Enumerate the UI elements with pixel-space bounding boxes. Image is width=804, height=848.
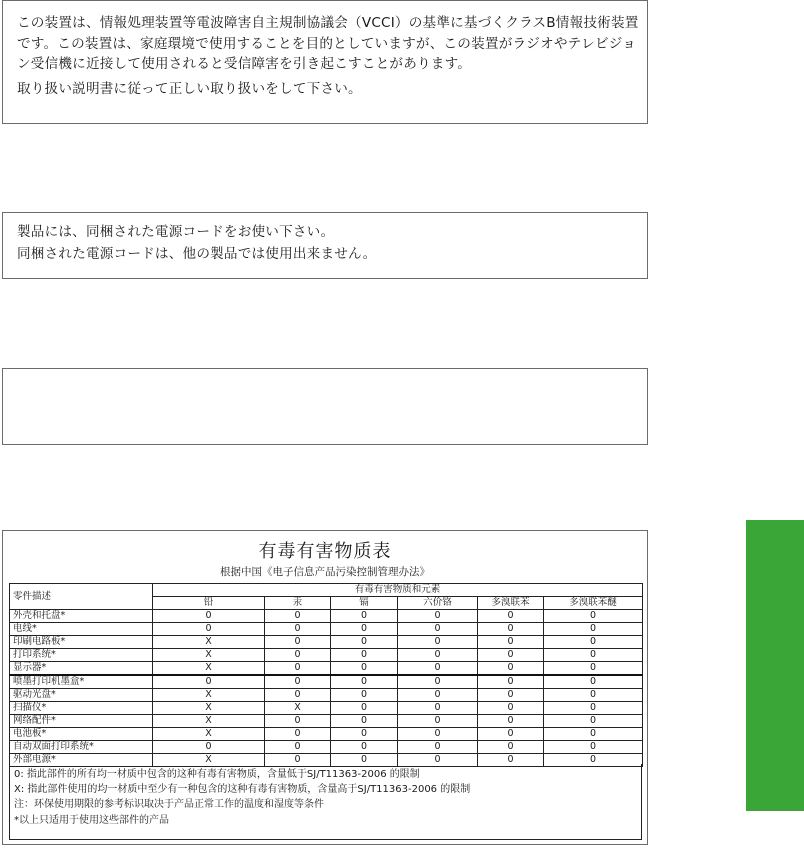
table-row	[10, 610, 643, 623]
note-line: 注：环保使用期限的参考标识取决于产品正常工作的温度和湿度等条件	[14, 799, 324, 811]
hazard-notes	[9, 764, 642, 840]
power-cord-notice-box	[2, 212, 648, 279]
table-row	[10, 636, 643, 649]
substance-value-cell: 0	[544, 610, 643, 623]
substance-value-cell: 0	[544, 715, 643, 728]
substance-value-cell: 0	[478, 675, 544, 689]
substance-value-cell: 0	[478, 689, 544, 702]
substance-value-cell: 0	[544, 754, 643, 767]
substance-header: 镉	[331, 597, 398, 610]
substance-value-cell: 0	[331, 623, 398, 636]
hazard-table-body	[10, 610, 643, 767]
table-row	[10, 715, 643, 728]
substance-value-cell: X	[153, 649, 265, 662]
part-name-cell: 网络配件*	[10, 715, 153, 728]
table-row	[10, 649, 643, 662]
substance-value-cell: 0	[331, 702, 398, 715]
substance-value-cell: 0	[478, 741, 544, 754]
part-name-cell: 驱动光盘*	[10, 689, 153, 702]
substance-value-cell: 0	[265, 623, 331, 636]
substance-value-cell: 0	[153, 675, 265, 689]
substance-value-cell: 0	[478, 728, 544, 741]
hazard-table-title: 有毒有害物质表	[258, 541, 392, 562]
table-row	[10, 689, 643, 702]
substance-value-cell: 0	[331, 610, 398, 623]
substance-value-cell: 0	[265, 649, 331, 662]
substance-value-cell: 0	[398, 754, 478, 767]
substance-value-cell: 0	[153, 610, 265, 623]
substance-value-cell: 0	[265, 689, 331, 702]
vcci-paragraph-2: 取り扱い説明書に従って正しい取り扱いをして下さい。	[17, 80, 362, 97]
substance-value-cell: 0	[331, 649, 398, 662]
substance-value-cell: 0	[398, 715, 478, 728]
substance-value-cell: 0	[544, 649, 643, 662]
substance-value-cell: 0	[398, 728, 478, 741]
note-line: 0: 指此部件的所有均一材质中包含的这种有毒有害物质，含量低于SJ/T11363-2006 的限制	[14, 769, 420, 780]
substance-value-cell: 0	[331, 662, 398, 676]
substance-value-cell: 0	[265, 636, 331, 649]
substance-value-cell: 0	[398, 636, 478, 649]
substance-value-cell: 0	[544, 623, 643, 636]
substance-header: 汞	[265, 597, 331, 610]
substance-value-cell: X	[153, 689, 265, 702]
substance-value-cell: X	[153, 662, 265, 676]
substance-value-cell: 0	[265, 715, 331, 728]
substance-value-cell: 0	[478, 715, 544, 728]
substance-value-cell: 0	[398, 662, 478, 676]
substance-value-cell: X	[153, 636, 265, 649]
substance-value-cell: 0	[544, 636, 643, 649]
vcci-paragraph-1: この装置は、情報処理装置等電波障害自主規制協議会（VCCI）の基準に基づくクラスB情報技術装置です。この装置は、家庭環境で使用することを目的としていますが、この装置がラジオやテレビジョン受信機に近接して使用されると受信障害を引き起こすことがあります。	[17, 15, 639, 72]
substance-value-cell: X	[153, 728, 265, 741]
substance-value-cell: 0	[544, 728, 643, 741]
substance-value-cell: 0	[398, 623, 478, 636]
substance-value-cell: X	[265, 702, 331, 715]
substance-value-cell: 0	[265, 662, 331, 676]
substance-value-cell: 0	[153, 623, 265, 636]
substance-value-cell: 0	[153, 741, 265, 754]
chapter-side-tab	[746, 520, 804, 811]
note-line: X: 指此部件使用的均一材质中至少有一种包含的这种有毒有害物质，含量高于SJ/T11363-2006 的限制	[14, 784, 471, 796]
hazard-table-subtitle: 根据中国《电子信息产品污染控制管理办法》	[220, 566, 430, 578]
substance-value-cell: 0	[331, 675, 398, 689]
substance-value-cell: 0	[331, 636, 398, 649]
substance-value-cell: 0	[398, 741, 478, 754]
part-name-cell: 喷墨打印机墨盒*	[10, 675, 153, 689]
substance-value-cell: 0	[478, 662, 544, 676]
table-row	[10, 728, 643, 741]
substance-value-cell: 0	[265, 728, 331, 741]
power-cord-line-2: 同梱された電源コードは、他の製品では使用出来ません。	[17, 246, 377, 262]
substance-value-cell: 0	[265, 675, 331, 689]
substance-value-cell: 0	[398, 702, 478, 715]
table-row	[10, 675, 643, 689]
substance-value-cell: 0	[398, 610, 478, 623]
table-row	[10, 662, 643, 676]
part-name-cell: 外部电源*	[10, 754, 153, 767]
substance-value-cell: 0	[331, 741, 398, 754]
substance-value-cell: 0	[478, 610, 544, 623]
part-name-cell: 电池板*	[10, 728, 153, 741]
table-row	[10, 741, 643, 754]
part-name-cell: 外壳和托盘*	[10, 610, 153, 623]
part-name-cell: 打印系统*	[10, 649, 153, 662]
substance-value-cell: 0	[544, 689, 643, 702]
substance-value-cell: 0	[398, 649, 478, 662]
hazardous-substance-section	[2, 530, 648, 845]
substance-value-cell: 0	[544, 741, 643, 754]
substance-value-cell: 0	[478, 649, 544, 662]
substance-value-cell: 0	[331, 689, 398, 702]
table-row	[10, 702, 643, 715]
note-line: *以上只适用于使用这些部件的产品	[14, 814, 169, 826]
substance-value-cell: 0	[398, 675, 478, 689]
substance-value-cell: 0	[398, 689, 478, 702]
part-column-header: 零件描述	[10, 584, 153, 610]
vcci-notice-box	[2, 0, 648, 124]
substance-value-cell: 0	[478, 754, 544, 767]
power-cord-line-1: 製品には、同梱された電源コードをお使い下さい。	[17, 224, 335, 240]
part-name-cell: 扫描仪*	[10, 702, 153, 715]
substance-value-cell: X	[153, 754, 265, 767]
empty-notice-box	[2, 368, 648, 445]
substance-header: 多溴联苯	[478, 597, 544, 610]
hazard-table	[9, 583, 643, 767]
substance-value-cell: 0	[544, 702, 643, 715]
part-name-cell: 电线*	[10, 623, 153, 636]
part-name-cell: 自动双面打印系统*	[10, 741, 153, 754]
part-name-cell: 显示器*	[10, 662, 153, 676]
substance-header: 多溴联苯醚	[544, 597, 643, 610]
substance-value-cell: 0	[478, 702, 544, 715]
substance-group-header: 有毒有害物质和元素	[153, 584, 643, 597]
substance-value-cell: 0	[331, 754, 398, 767]
substance-value-cell: 0	[331, 728, 398, 741]
substance-value-cell: 0	[544, 675, 643, 689]
substance-value-cell: 0	[265, 610, 331, 623]
substance-header: 铅	[153, 597, 265, 610]
substance-value-cell: X	[153, 715, 265, 728]
table-row	[10, 623, 643, 636]
substance-value-cell: X	[153, 702, 265, 715]
substance-value-cell: 0	[265, 754, 331, 767]
substance-value-cell: 0	[478, 636, 544, 649]
substance-value-cell: 0	[331, 715, 398, 728]
substance-value-cell: 0	[544, 662, 643, 676]
substance-value-cell: 0	[265, 741, 331, 754]
substance-value-cell: 0	[478, 623, 544, 636]
substance-header: 六价铬	[398, 597, 478, 610]
part-name-cell: 印刷电路板*	[10, 636, 153, 649]
